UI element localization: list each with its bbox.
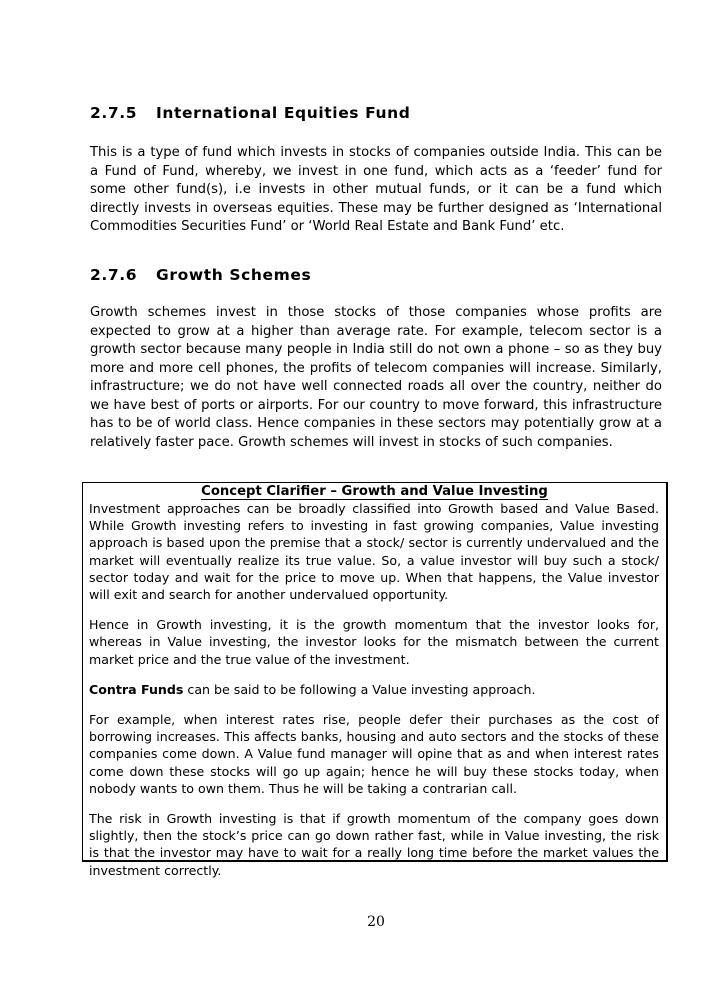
- paragraph-international-equities-fund: This is a type of fund which invests in stocks of companies outside India. This can be a Fund of Fund, whereby, we invest in one fund, which acts as a ‘feeder’ fund for some other fund(s), i.e invests in other mutual funds, or it can be a fund which directly invests in overseas equities. These may be further designed as ‘International Commodities Securities Fund’ or ‘World Real Estate and Bank Fund’ etc.: [90, 145, 662, 234]
- section-number: 2.7.6: [90, 266, 138, 284]
- contra-funds-description: can be said to be following a Value investing approach.: [183, 681, 536, 697]
- clarifier-paragraph-approaches: Investment approaches can be broadly classified into Growth based and Value Based. While Growth investing refers to investing in fast growing companies, Value investing approach is based upon the premise that a stock/ sector is currently undervalued and the market will eventually realize its true value. So, a value investor will buy such a stock/ sector today and wait for the price to move up. When that happens, the Value investor will exit and search for another undervalued opportunity.: [89, 501, 659, 603]
- clarifier-paragraph-momentum: Hence in Growth investing, it is the growth momentum that the investor looks for, whereas in Value investing, the investor looks for the mismatch between the current market price and the true value of the investment.: [89, 617, 659, 667]
- concept-clarifier-box: [82, 482, 668, 878]
- paragraph-growth-schemes: Growth schemes invest in those stocks of those companies whose profits are expected to grow at a higher than average rate. For example, telecom sector is a growth sector because many people in India still do not own a phone – so as they buy more and more cell phones, the profits of telecom companies will increase. Similarly, infrastructure; we do not have well connected roads all over the country, neither do we have best of ports or airports. For our country to move forward, this infrastructure has to be of world class. Hence companies in these sectors may potentially grow at a relatively faster pace. Growth schemes will invest in stocks of such companies.: [90, 305, 662, 450]
- section-heading-growth-schemes: [90, 266, 311, 284]
- section-title: International Equities Fund: [156, 104, 411, 122]
- contra-funds-term: Contra Funds: [89, 681, 184, 697]
- clarifier-paragraph-contra-funds: [89, 681, 659, 698]
- section-heading-international-equities-fund: [90, 104, 411, 122]
- clarifier-paragraph-risk: The risk in Growth investing is that if growth momentum of the company goes down slightly, then the stock’s price can go down rather fast, while in Value investing, the risk is that the investor may have to wait for a really long time before the market values the investment correctly.: [89, 811, 659, 878]
- clarifier-paragraph-example: For example, when interest rates rise, people defer their purchases as the cost of borrowing increases. This affects banks, housing and auto sectors and the stocks of these companies come down. A Value fund manager will opine that as and when interest rates come down these stocks will go up again; hence he will buy these stocks today, when nobody wants to own them. Thus he will be taking a contrarian call.: [89, 712, 659, 796]
- section-title: Growth Schemes: [156, 266, 312, 284]
- concept-clarifier-title: Concept Clarifier – Growth and Value Investing: [201, 484, 548, 499]
- page-number: 20: [367, 914, 385, 930]
- concept-clarifier-body: [89, 500, 659, 879]
- section-number: 2.7.5: [90, 104, 138, 122]
